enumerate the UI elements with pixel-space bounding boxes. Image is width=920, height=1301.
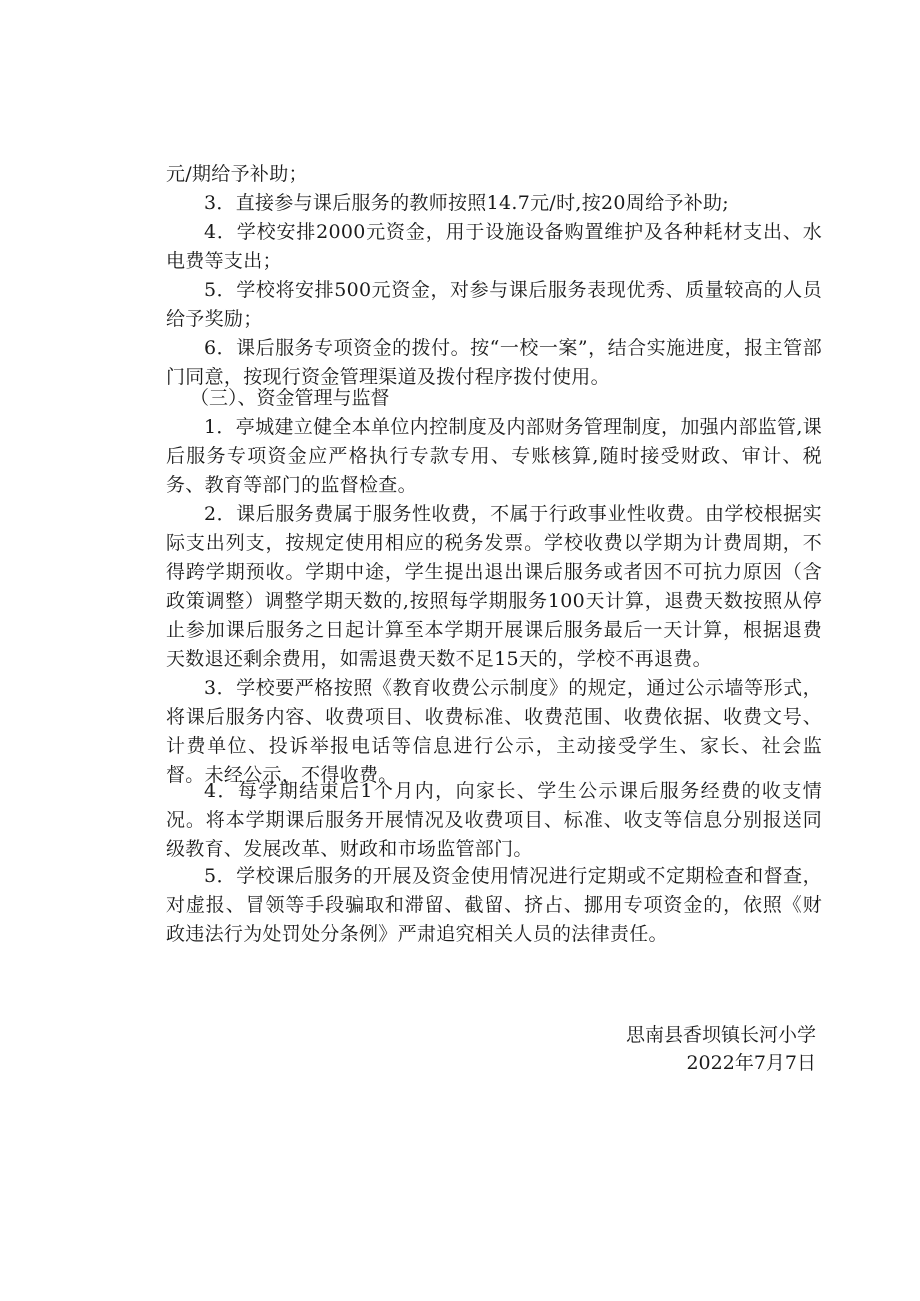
section-heading: （三）、资金管理与监督 — [190, 387, 390, 409]
signature-organization: 思南县香坝镇长河小学 — [625, 1024, 816, 1046]
paragraph-item-3: 3．直接参与课后服务的教师按照14.7元/时,按20周给予补助; — [204, 192, 730, 214]
section-paragraph-4: 4．每学期结束后1个月内，向家长、学生公示课后服务经费的收支情况。将本学期课后服务开展情况及收费项目、标准、收支等信息分别报送同级教育、发展改革、财政和市场监管部门。 — [166, 780, 822, 860]
section-paragraph-5: 5．学校课后服务的开展及资金使用情况进行定期或不定期检查和督查，对虚报、冒领等手段骗取和滞留、截留、挤占、挪用专项资金的，依照《财政违法行为处罚处分条例》严肃追究相关人员的法律责任。 — [166, 865, 822, 945]
section-paragraph-2: 2．课后服务费属于服务性收费，不属于行政事业性收费。由学校根据实际支出列支，按规定使用相应的税务发票。学校收费以学期为计费周期，不得跨学期预收。学期中途，学生提出退出课后服务或者因不可抗力原因（含政策调整）调整学期天数的,按照每学期服务100天计算，退费天数按照从停止参加课后服务之日起计算至本学期开展课后服务最后一天计算，根据退费天数退还剩余费用，如需退费天数不足15天的，学校不再退费。 — [166, 503, 822, 670]
signature-date: 2022年7月7日 — [686, 1052, 816, 1074]
paragraph-item-4: 4．学校安排2000元资金，用于设施设备购置维护及各种耗材支出、水电费等支出； — [166, 221, 822, 272]
paragraph-item-5: 5．学校将安排500元资金，对参与课后服务表现优秀、质量较高的人员给予奖励； — [166, 279, 822, 330]
section-paragraph-1: 1．亭城建立健全本单位内控制度及内部财务管理制度，加强内部监管,课后服务专项资金应严格执行专款专用、专账核算,随时接受财政、审计、税务、教育等部门的监督检查。 — [166, 416, 822, 496]
paragraph-item-6: 6．课后服务专项资金的拨付。按“一校一案”，结合实施进度，报主管部门同意，按现行资金管理渠道及拨付程序拨付使用。 — [166, 337, 822, 388]
paragraph-continuation: 元/期给予补助； — [166, 163, 308, 185]
section-paragraph-3: 3．学校要严格按照《教育收费公示制度》的规定，通过公示墙等形式，将课后服务内容、收费项目、收费标准、收费范围、收费依据、收费文号、计费单位、投诉举报电话等信息进行公示，主动接受学生、家长、社会监督。未经公示，不得收费。 — [166, 677, 822, 786]
